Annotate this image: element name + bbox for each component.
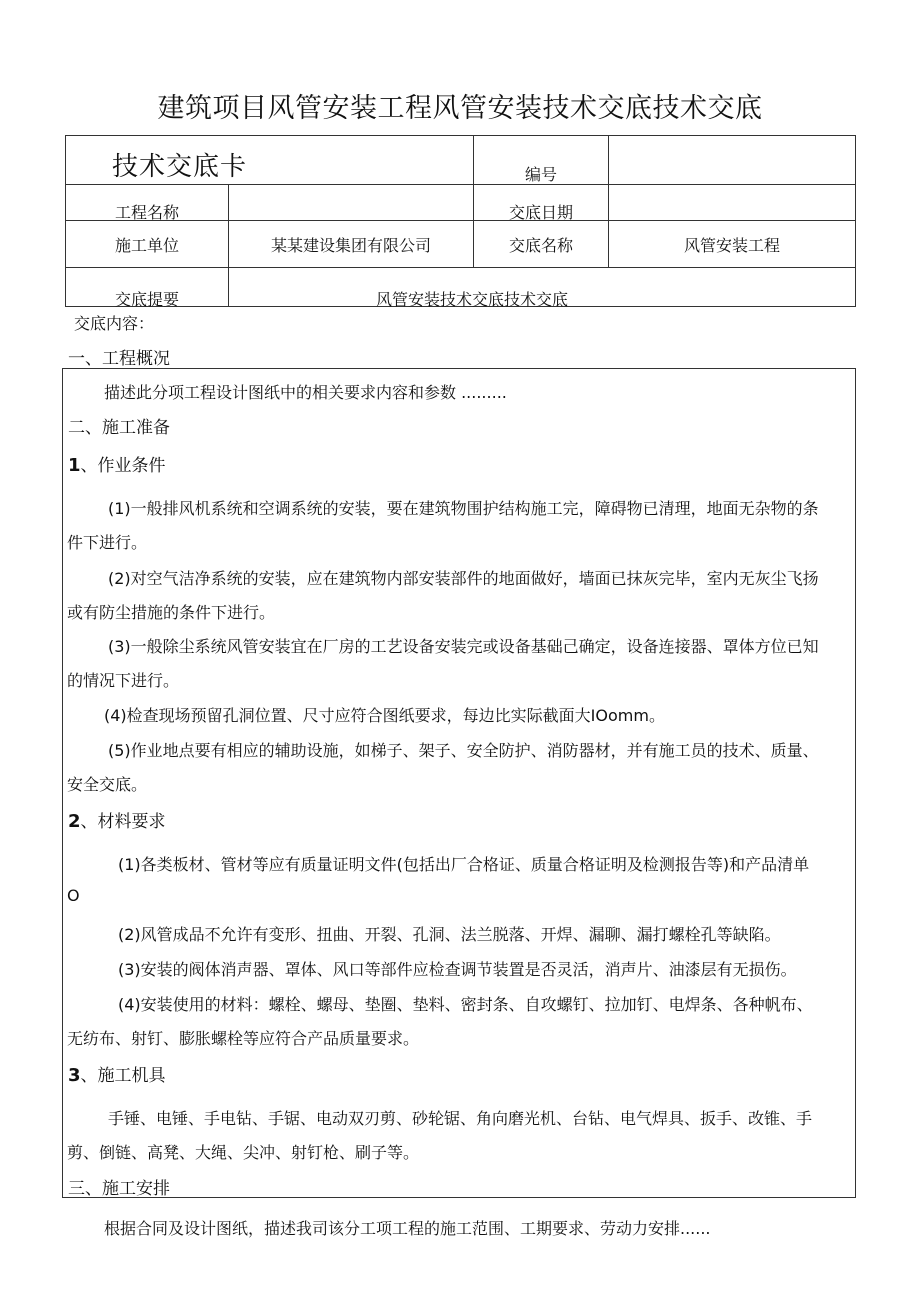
material-2: (2)风管成品不允许有变形、扭曲、开裂、孔洞、法兰脱落、开焊、漏聊、漏打螺栓孔等缺陷。 [118, 925, 781, 944]
condition-5-line-1: (5)作业地点要有相应的辅助设施，如梯子、架子、安全防护、消防器材，并有施工员的技术、质量、 [108, 741, 819, 760]
material-1-line-1: (1)各类板材、管材等应有质量证明文件(包括出厂合格证、质量合格证明及检测报告等)和产品清单 [118, 855, 810, 874]
material-4-line-2: 无纺布、射钉、膨胀螺栓等应符合产品质量要求。 [67, 1029, 420, 1048]
section-2-title: 二、施工准备 [68, 418, 170, 438]
section-1-title: 一、工程概况 [68, 349, 170, 369]
number-value-cell [609, 136, 856, 185]
condition-2-line-2: 或有防尘措施的条件下进行。 [67, 603, 276, 622]
subsection-3-title [68, 1061, 166, 1086]
project-name-label: 工程名称 [114, 203, 179, 222]
content-label: 交底内容： [74, 314, 155, 333]
subsection-1-title [68, 451, 166, 476]
condition-1-line-2: 件下进行。 [67, 533, 148, 552]
condition-1-line-1: (1)一般排风机系统和空调系统的安装，要在建筑物围护结构施工完，障碍物已清理，地面无杂物的条 [108, 499, 819, 518]
subsection-3-number: 3 [68, 1065, 81, 1086]
material-1-line-2: O [67, 886, 80, 905]
section-1-text: 描述此分项工程设计图纸中的相关要求内容和参数 ......... [104, 383, 507, 402]
date-value-cell [609, 185, 856, 221]
contractor-value-cell [229, 221, 474, 268]
disclosure-name-label: 交底名称 [508, 236, 573, 255]
card-title-cell [66, 136, 474, 185]
material-4-line-1: (4)安装使用的材料：螺栓、螺母、垫圈、垫料、密封条、自攻螺钉、拉加钉、电焊条、各种帆布、 [118, 995, 813, 1014]
subsection-2-title-text: 、材料要求 [80, 812, 166, 832]
condition-3-line-2: 的情况下进行。 [67, 671, 180, 690]
number-label: 编号 [524, 165, 557, 184]
subsection-1-title-text: 、作业条件 [80, 456, 166, 476]
disclosure-name-value: 风管安装工程 [683, 236, 780, 255]
summary-value: 风管安装技术交底技术交底 [375, 290, 568, 309]
number-label-cell [474, 136, 609, 185]
date-label-cell [474, 185, 609, 221]
subsection-1-number: 1 [68, 455, 81, 476]
card-title: 技术交底卡 [111, 152, 247, 182]
condition-4: (4)检查现场预留孔洞位置、尺寸应符合图纸要求，每边比实际截面大IOomm。 [104, 706, 665, 725]
disclosure-name-value-cell [609, 221, 856, 268]
technical-disclosure-card [65, 135, 856, 307]
condition-2-line-1: (2)对空气洁净系统的安装，应在建筑物内部安装部件的地面做好，墙面已抹灰完毕，室内无灰尘飞扬 [108, 569, 819, 588]
subsection-2-title [68, 807, 166, 832]
condition-3-line-1: (3)一般除尘系统风管安装宜在厂房的工艺设备安装完或设备基础己确定，设备连接器、罩体方位已知 [108, 637, 819, 656]
contractor-label-cell [66, 221, 229, 268]
contractor-value: 某某建设集团有限公司 [270, 236, 431, 255]
condition-5-line-2: 安全交底。 [67, 775, 148, 794]
contractor-label: 施工单位 [114, 236, 179, 255]
disclosure-name-label-cell [474, 221, 609, 268]
project-name-value-cell [229, 185, 474, 221]
section-3-title: 三、施工安排 [68, 1179, 170, 1199]
subsection-3-title-text: 、施工机具 [80, 1066, 166, 1086]
content-box [62, 368, 856, 1198]
tools-line-2: 剪、倒链、高凳、大绳、尖冲、射钉枪、刷子等。 [67, 1143, 420, 1162]
tools-line-1: 手锤、电锤、手电钻、手锯、电动双刃剪、砂轮锯、角向磨光机、台钻、电气焊具、扳手、改锥、手 [108, 1109, 813, 1128]
document-title: 建筑项目风管安装工程风管安装技术交底技术交底 [157, 93, 763, 124]
section-3-text: 根据合同及设计图纸，描述我司该分工项工程的施工范围、工期要求、劳动力安排...... [104, 1219, 711, 1238]
date-label: 交底日期 [508, 203, 573, 222]
summary-label: 交底提要 [114, 290, 179, 309]
material-3: (3)安装的阀体消声器、罩体、风口等部件应检查调节装置是否灵活，消声片、油漆层有无损伤。 [118, 960, 797, 979]
summary-value-cell [229, 268, 856, 307]
subsection-2-number: 2 [68, 811, 81, 832]
project-name-label-cell [66, 185, 229, 221]
